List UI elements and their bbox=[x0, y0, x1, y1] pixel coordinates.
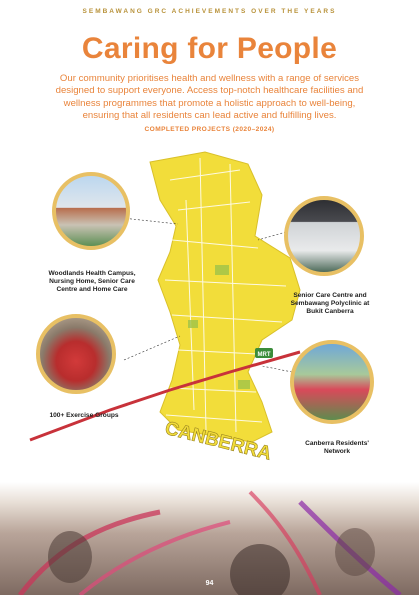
caption-exercise-groups: 100+ Exercise Groups bbox=[49, 412, 119, 419]
page-number: 94 bbox=[205, 580, 214, 587]
town-area-shape bbox=[150, 152, 300, 442]
photo-canberra-residents-network bbox=[290, 340, 374, 424]
page-title: Caring for People bbox=[81, 32, 338, 65]
intro-paragraph: Our community prioritises health and wellness with a range of services designed to support everyone. Access top-notch healthcare facilities and wellness programmes that promote a holistic approach to well-being, ensuring that all residents can lead active and fulfilling lives. bbox=[55, 73, 364, 122]
photo-exercise-groups bbox=[36, 314, 116, 394]
caption-woodlands-health-campus: Woodlands Health Campus, Nursing Home, Senior Care Centre and Home Care bbox=[48, 270, 136, 293]
completed-projects-subhead: COMPLETED PROJECTS (2020–2024) bbox=[144, 126, 275, 133]
ribbon-streaks bbox=[0, 482, 419, 595]
photo-woodlands-health-campus bbox=[52, 172, 130, 250]
photo-senior-care-centre-bukit-canberra bbox=[284, 196, 364, 276]
section-kicker: SEMBAWANG GRC ACHIEVEMENTS OVER THE YEARS bbox=[82, 8, 337, 15]
area-label-canberra: CANBERRA bbox=[162, 418, 274, 465]
exercise-banner-photo bbox=[0, 482, 419, 595]
caption-canberra-residents-network: Canberra Residents' Network bbox=[305, 440, 369, 455]
caption-senior-care-centre: Senior Care Centre and Sembawang Polyclinic at Bukit Canberra bbox=[290, 292, 370, 315]
mrt-label: MRT bbox=[257, 352, 271, 358]
